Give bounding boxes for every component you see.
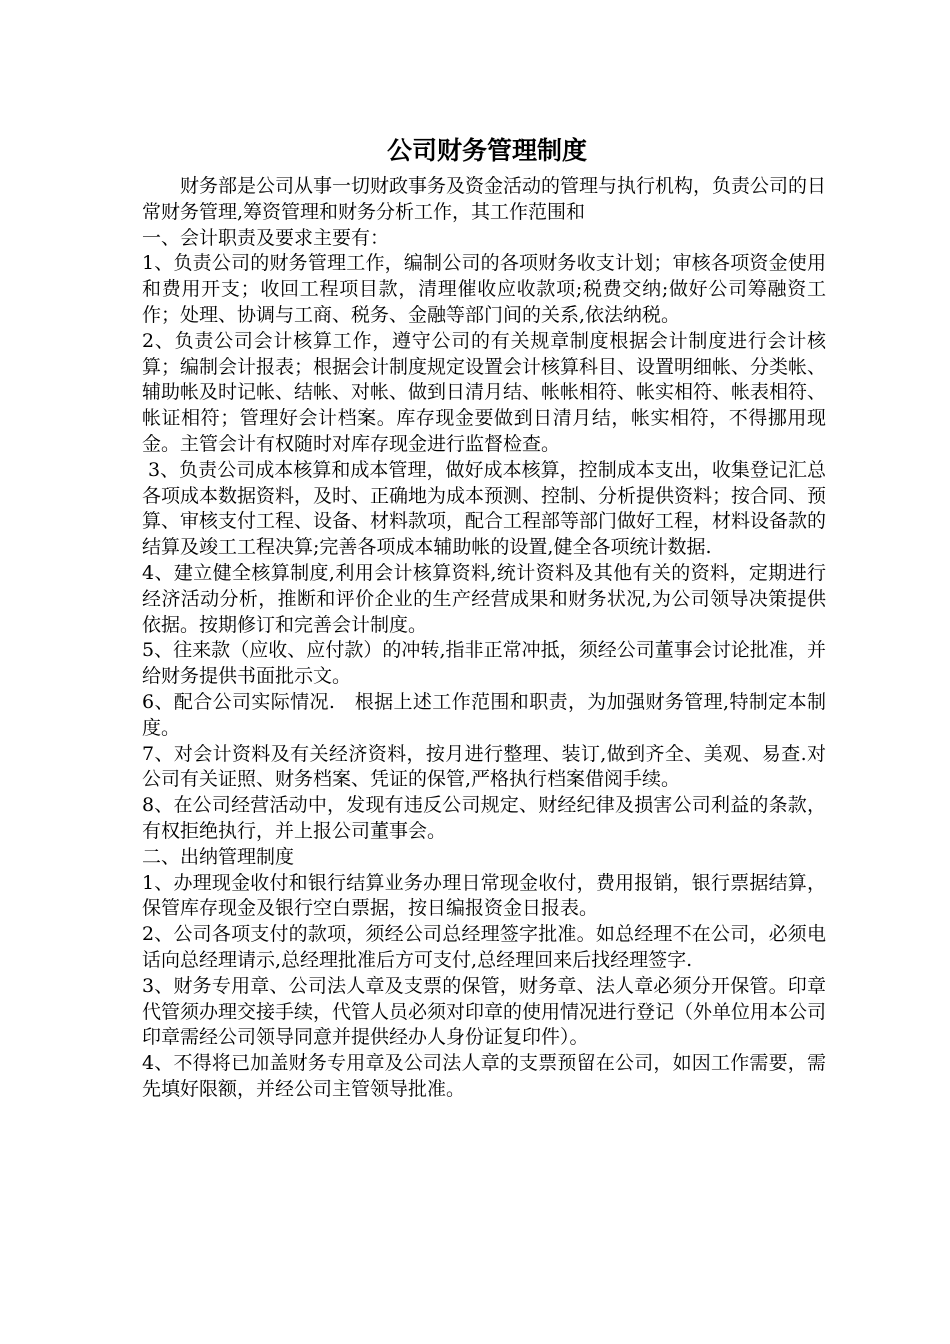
paragraph: 3、负责公司成本核算和成本管理，做好成本核算，控制成本支出，收集登记汇总各项成本数据资料，及时、正确地为成本预测、控制、分析提供资料；按合同、预算、审核支付工程、设备、材料款项，配合工程部等部门做好工程，材料设备款的结算及竣工工程决算;完善各项成本辅助帐的设置,健全各项统计数据. [142, 458, 827, 559]
paragraph: 3、财务专用章、公司法人章及支票的保管，财务章、法人章必须分开保管。印章代管须办理交接手续，代管人员必须对印章的使用情况进行登记（外单位用本公司印章需经公司领导同意并提供经办人身份证复印件）。 [142, 974, 827, 1049]
document-title: 公司财务管理制度 [386, 136, 587, 165]
document-page [142, 128, 826, 1103]
paragraph: 2、负责公司会计核算工作，遵守公司的有关规章制度根据会计制度进行会计核算；编制会计报表；根据会计制度规定设置会计核算科目、设置明细帐、分类帐、辅助帐及时记帐、结帐、对帐、做到日清月结、帐帐相符、帐实相符、帐表相符、帐证相符；管理好会计档案。库存现金要做到日清月结，帐实相符，不得挪用现金。主管会计有权随时对库存现金进行监督检查。 [142, 329, 827, 455]
paragraph: 4、建立健全核算制度,利用会计核算资料,统计资料及其他有关的资料，定期进行经济活动分析，推断和评价企业的生产经营成果和财务状况,为公司领导决策提供依据。按期修订和完善会计制度。 [142, 561, 826, 636]
paragraph: 一、会计职责及要求主要有： [142, 226, 390, 249]
paragraph: 财务部是公司从事一切财政事务及资金活动的管理与执行机构，负责公司的日常财务管理,筹资管理和财务分析工作，其工作范围和 [142, 175, 827, 223]
paragraph: 5、往来款（应收、应付款）的冲转,指非正常冲抵，须经公司董事会讨论批准，并给财务提供书面批示文。 [142, 639, 826, 688]
paragraph: 1、负责公司的财务管理工作，编制公司的各项财务收支计划；审核各项资金使用和费用开支；收回工程项目款，清理催收应收款项;税费交纳;做好公司筹融资工作；处理、协调与工商、税务、金融等部门间的关系,依法纳税。 [142, 252, 826, 326]
paragraph: 6、配合公司实际情况. 根据上述工作范围和职责，为加强财务管理,特制定本制度。 [142, 690, 826, 739]
paragraph: 1、办理现金收付和银行结算业务办理日常现金收付，费用报销，银行票据结算，保管库存现金及银行空白票据，按日编报资金日报表。 [142, 871, 826, 920]
paragraph: 8、在公司经营活动中，发现有违反公司规定、财经纪律及损害公司利益的条款，有权拒绝执行，并上报公司董事会。 [142, 794, 826, 842]
section-heading: 二、出纳管理制度 [142, 845, 295, 868]
paragraph: 4、不得将已加盖财务专用章及公司法人章的支票预留在公司，如因工作需要，需先填好限额，并经公司主管领导批准。 [142, 1052, 826, 1100]
paragraph: 2、公司各项支付的款项，须经公司总经理签字批准。如总经理不在公司，必须电话向总经理请示,总经理批准后方可支付,总经理回来后找经理签字. [142, 923, 826, 971]
document-body [142, 174, 826, 1103]
paragraph: 7、对会计资料及有关经济资料，按月进行整理、装订,做到齐全、美观、易查.对公司有关证照、财务档案、凭证的保管,严格执行档案借阅手续。 [142, 742, 826, 791]
